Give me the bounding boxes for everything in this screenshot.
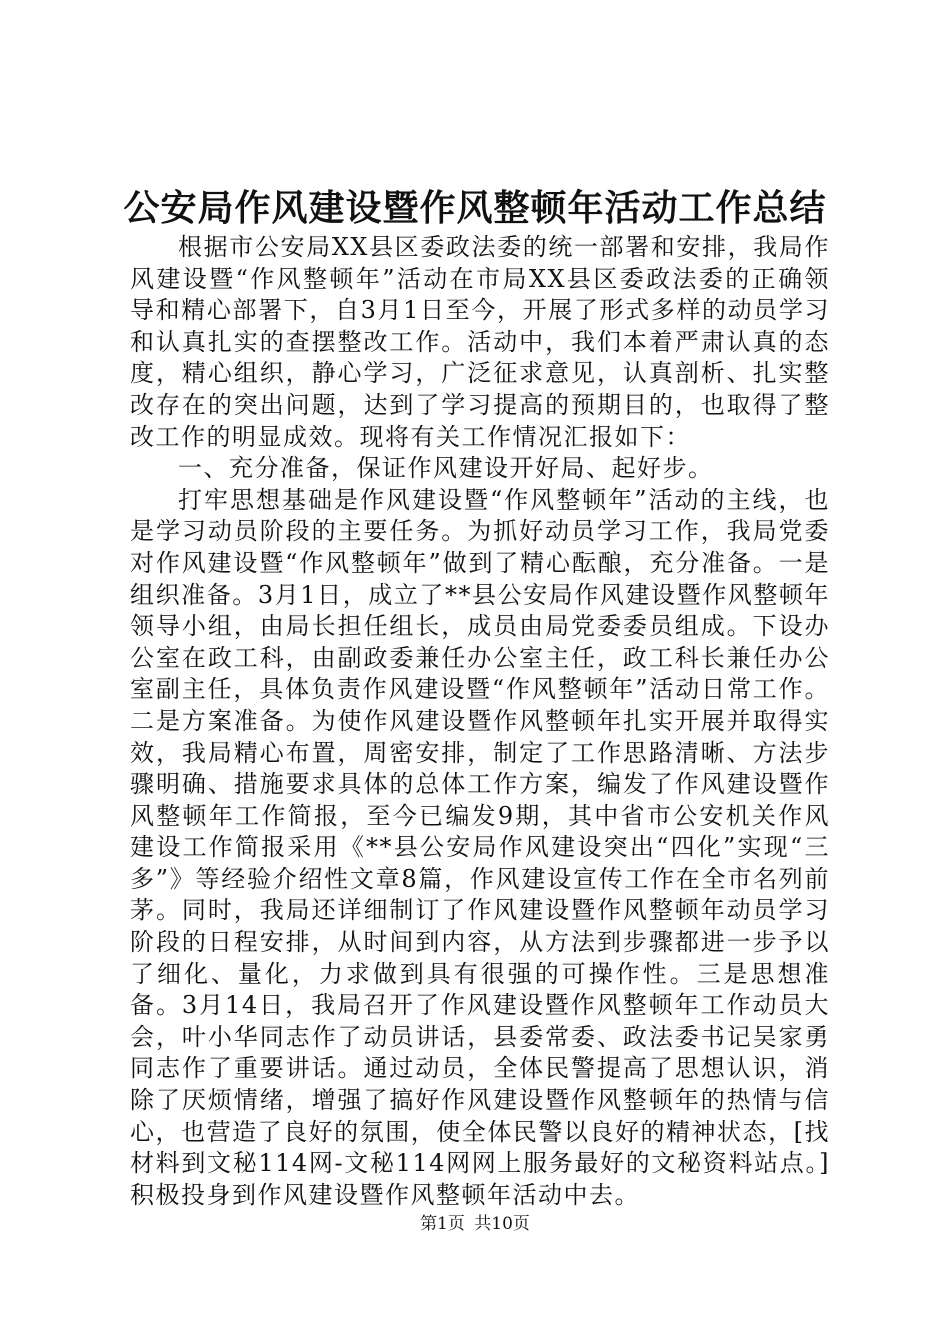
document-body bbox=[130, 232, 830, 1211]
paragraph-intro: 根据市公安局XX县区委政法委的统一部署和安排，我局作风建设暨“作风整顿年”活动在市局XX县区委政法委的正确领导和精心部署下，自3月1日至今，开展了形式多样的动员学习和认真扎实的查摆整改工作。活动中，我们本着严肃认真的态度，精心组织，静心学习，广泛征求意见，认真剖析、扎实整改存在的突出问题，达到了学习提高的预期目的，也取得了整改工作的明显成效。现将有关工作情况汇报如下： bbox=[130, 233, 830, 451]
page-total: 共10页 bbox=[474, 1214, 530, 1234]
page-footer bbox=[0, 1212, 950, 1236]
section-heading-1: 一、充分准备，保证作风建设开好局、起好步。 bbox=[178, 454, 714, 483]
page-number: 第1页 bbox=[420, 1214, 465, 1234]
paragraph-preparation: 打牢思想基础是作风建设暨“作风整顿年”活动的主线，也是学习动员阶段的主要任务。为抓好动员学习工作，我局党委对作风建设暨“作风整顿年”做到了精心酝酿，充分准备。一是组织准备。3月1日，成立了**县公安局作风建设暨作风整顿年领导小组，由局长担任组长，成员由局党委委员组成。下设办公室在政工科，由副政委兼任办公室主任，政工科长兼任办公室副主任，具体负责作风建设暨“作风整顿年”活动日常工作。二是方案准备。为使作风建设暨作风整顿年扎实开展并取得实效，我局精心布置，周密安排，制定了工作思路清晰、方法步骤明确、措施要求具体的总体工作方案，编发了作风建设暨作风整顿年工作简报，至今已编发9期，其中省市公安机关作风建设工作简报采用《**县公安局作风建设突出“四化”实现“三多”》等经验介绍性文章8篇，作风建设宣传工作在全市名列前茅。同时，我局还详细制订了作风建设暨作风整顿年动员学习阶段的日程安排，从时间到内容，从方法到步骤都进一步予以了细化、量化，力求做到具有很强的可操作性。三是思想准备。3月14日，我局召开了作风建设暨作风整顿年工作动员大会，叶小华同志作了动员讲话，县委常委、政法委书记吴家勇同志作了重要讲话。通过动员，全体民警提高了思想认识，消除了厌烦情绪，增强了搞好作风建设暨作风整顿年的热情与信心，也营造了良好的氛围，使全体民警以良好的精神状态，[找材料到文秘114网-文秘114网网上服务最好的文秘资料站点。]积极投身到作风建设暨作风整顿年活动中去。 bbox=[130, 485, 830, 1209]
document-title: 公安局作风建设暨作风整顿年活动工作总结 bbox=[123, 188, 827, 229]
